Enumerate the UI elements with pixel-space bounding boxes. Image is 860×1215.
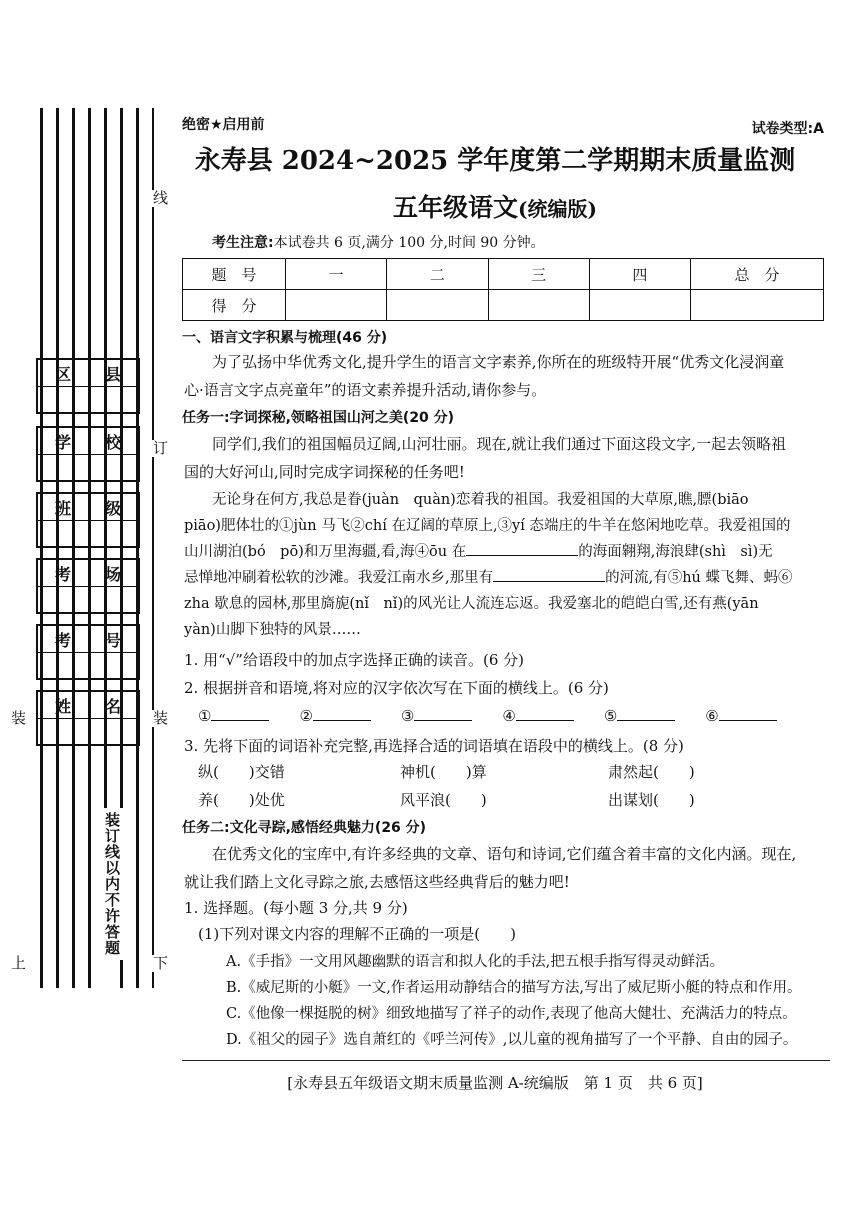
score-input[interactable]: [488, 290, 589, 321]
margin-line: [88, 108, 91, 988]
answer-blank[interactable]: [617, 720, 675, 721]
blank-mark: ①: [198, 707, 212, 725]
score-cell: 总 分: [691, 259, 824, 290]
binding-note: 装订线以内不许答题: [102, 808, 123, 960]
answer-blank[interactable]: [313, 720, 371, 721]
passage-line: yàn)山脚下独特的风景……: [184, 622, 361, 638]
margin-mark-bottom: 下: [151, 955, 169, 972]
passage-fragment: 的河流,有⑤hú 蝶飞舞、蚂⑥: [605, 570, 793, 586]
blank-mark: ⑥: [705, 707, 719, 725]
passage-fragment: 山川湖泊(bó pō)和万里海疆,看,海④ōu 在: [184, 544, 467, 560]
passage-line: piāo)肥体壮的①jùn 马飞②chí 在辽阔的草原上,③yí 态端庄的牛羊在悠闲地吃草。我爱祖国的: [184, 518, 791, 534]
option-c[interactable]: C.《他像一棵挺脱的树》细致地描写了祥子的动作,表现了他高大健壮、充满活力的特点。: [226, 1006, 797, 1022]
section-heading: 一、语言文字积累与梳理(46 分): [182, 330, 388, 346]
task-intro-line: 就让我们踏上文化寻踪之旅,去感悟这些经典背后的魅力吧!: [184, 873, 570, 891]
margin-mark-line: 线: [151, 190, 169, 207]
score-cell: 题 号: [183, 259, 286, 290]
paper-type: 试卷类型:A: [751, 121, 824, 137]
margin-line: [136, 108, 139, 988]
margin-mark-outer-fasten: 装: [9, 710, 27, 727]
task-heading: 任务一:字词探秘,领略祖国山河之美(20 分): [182, 410, 455, 426]
field-exam-room: 考 场: [36, 558, 140, 614]
field-school: 学 校: [36, 426, 140, 482]
field-district: 区 县: [36, 358, 140, 414]
choice-title: 1. 选择题。(每小题 3 分,共 9 分): [184, 899, 408, 917]
score-cell: 四: [589, 259, 690, 290]
edition-label: (统编版): [518, 197, 597, 221]
q3-word[interactable]: 风平浪( ): [400, 791, 487, 809]
question-1: 1. 用“√”给语段中的加点字选择正确的读音。(6 分): [184, 651, 524, 669]
q3-word[interactable]: 纵( )交错: [198, 763, 285, 781]
page-footer: [永寿县五年级语文期末质量监测 A-统编版 第 1 页 共 6 页]: [287, 1074, 703, 1092]
score-input[interactable]: [589, 290, 690, 321]
blank-mark: ④: [502, 707, 516, 725]
answer-blank[interactable]: [719, 720, 777, 721]
blank-mark: ③: [400, 707, 415, 725]
score-input[interactable]: [286, 290, 387, 321]
notice-label: 考生注意:: [212, 235, 274, 251]
choice-question: (1)下列对课文内容的理解不正确的一项是( ): [198, 925, 516, 943]
field-class: 班 级: [36, 492, 140, 548]
intro-line: 心·语言文字点亮童年”的语文素养提升活动,请你参与。: [184, 381, 547, 399]
score-table: [182, 258, 824, 321]
answer-blank[interactable]: [493, 581, 605, 582]
margin-mark-bind: 订: [151, 440, 169, 457]
margin-mark-fasten: 装: [151, 710, 169, 727]
q3-word[interactable]: 肃然起( ): [608, 763, 695, 781]
score-cell: 二: [387, 259, 488, 290]
passage-fragment: 的海面翱翔,海浪肆(shì sì)无: [578, 544, 773, 560]
field-exam-number: 考 号: [36, 624, 140, 680]
question-3: 3. 先将下面的词语补充完整,再选择合适的词语填在语段中的横线上。(8 分): [184, 737, 684, 755]
confidential-mark: 绝密★启用前: [182, 117, 265, 133]
passage-line: [184, 568, 793, 588]
score-header-row: [183, 259, 824, 290]
margin-line: [152, 108, 154, 988]
score-cell: 一: [286, 259, 387, 290]
score-cell: 得 分: [183, 290, 286, 321]
score-input[interactable]: [387, 290, 488, 321]
option-b[interactable]: B.《威尼斯的小艇》一文,作者运用动静结合的描写方法,写出了威尼斯小艇的特点和作用。: [226, 980, 802, 996]
notice-text: 本试卷共 6 页,满分 100 分,时间 90 分钟。: [273, 235, 545, 251]
task-heading: 任务二:文化寻踪,感悟经典魅力(26 分): [182, 820, 427, 836]
field-name: 姓 名: [36, 690, 140, 746]
passage-fragment: 忌惮地冲刷着松软的沙滩。我爱江南水乡,那里有: [184, 570, 494, 586]
option-a[interactable]: A.《手指》一文用风趣幽默的语言和拟人化的手法,把五根手指写得灵动鲜活。: [226, 954, 725, 970]
page-title: 永寿县 2024~2025 学年度第二学期期末质量监测: [194, 146, 796, 176]
passage-line: 无论身在何方,我总是眷(juàn quàn)恋着我的祖国。我爱祖国的大草原,瞧,膘(biāo: [212, 492, 749, 508]
task-intro-line: 国的大好河山,同时完成字词探秘的任务吧!: [184, 463, 465, 481]
margin-line: [40, 108, 43, 988]
passage-line: zha 歇息的园林,那里旖旎(nǐ nǐ)的风光让人流连忘返。我爱塞北的皑皑白雪,还有燕(yān: [184, 596, 759, 612]
task-intro-line: 同学们,我们的祖国幅员辽阔,山河壮丽。现在,就让我们通过下面这段文字,一起去领略祖: [212, 435, 787, 453]
option-d[interactable]: D.《祖父的园子》选自萧红的《呼兰河传》,以儿童的视角描写了一个平静、自由的园子。: [226, 1032, 798, 1048]
question-2: 2. 根据拼音和语境,将对应的汉字依次写在下面的横线上。(6 分): [184, 679, 609, 697]
score-cell: 三: [488, 259, 589, 290]
score-value-row: [183, 290, 824, 321]
answer-blank[interactable]: [414, 720, 472, 721]
margin-line: [72, 108, 75, 988]
subject-name: 五年级语文: [393, 193, 519, 222]
answer-blank[interactable]: [211, 720, 269, 721]
answer-blank[interactable]: [466, 555, 578, 556]
exam-notice: [212, 232, 545, 252]
margin-line: [56, 108, 59, 988]
q3-word[interactable]: 神机( )算: [400, 763, 487, 781]
intro-line: 为了弘扬中华优秀文化,提升学生的语言文字素养,你所在的班级特开展“优秀文化浸润童: [212, 353, 785, 371]
score-input[interactable]: [691, 290, 824, 321]
blank-mark: ⑤: [603, 707, 618, 725]
q3-word[interactable]: 出谋划( ): [608, 791, 695, 809]
q3-word[interactable]: 养( )处优: [198, 791, 285, 809]
footer-divider: [182, 1060, 830, 1061]
margin-mark-outer-top: 上: [9, 955, 27, 972]
subject-title: [0, 188, 860, 224]
blank-mark: ②: [299, 707, 313, 725]
task-intro-line: 在优秀文化的宝库中,有许多经典的文章、语句和诗词,它们蕴含着丰富的文化内涵。现在,: [212, 845, 797, 863]
q2-answer-row: [198, 706, 777, 726]
answer-blank[interactable]: [516, 720, 574, 721]
passage-line: [184, 542, 773, 562]
